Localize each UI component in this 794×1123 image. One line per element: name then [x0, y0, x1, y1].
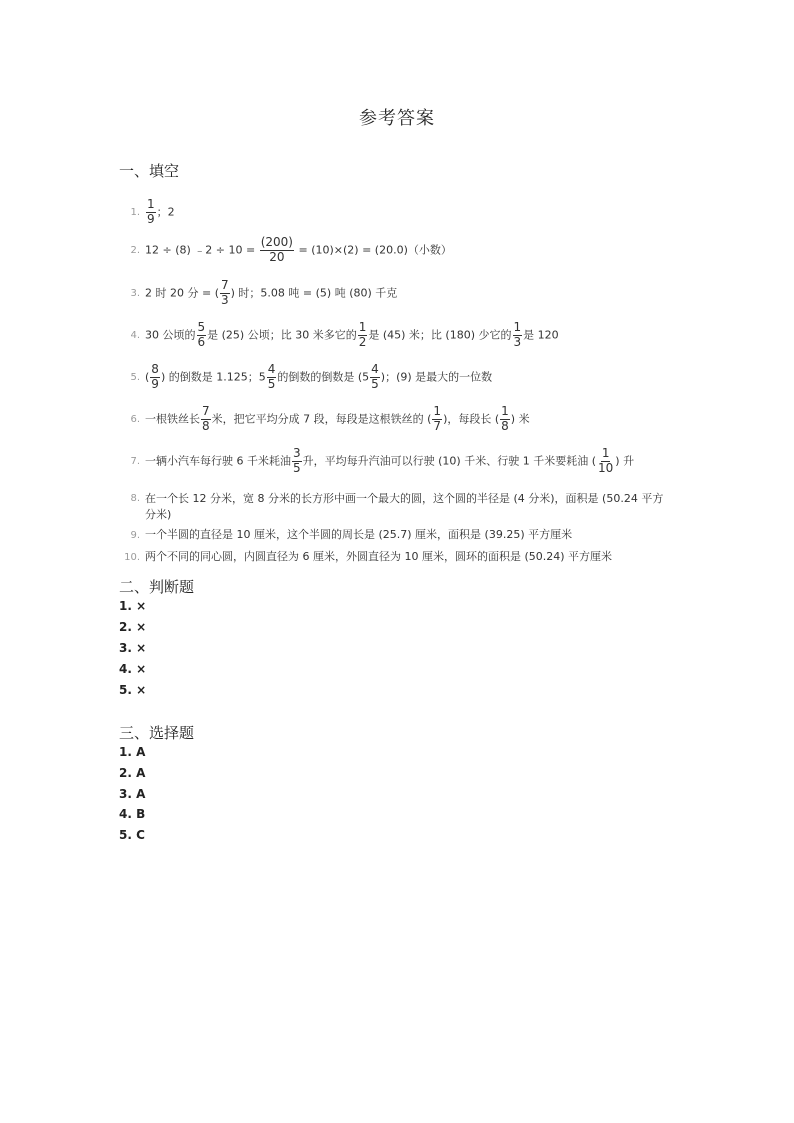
- judge-answer-5: 5. ×: [119, 683, 147, 697]
- fill-item-1: [119, 198, 679, 227]
- page-title: 参考答案: [359, 108, 435, 129]
- choice-answer-1: 1. A: [119, 745, 146, 759]
- item-body: [145, 447, 679, 476]
- answer-text: 30 公顷的: [145, 328, 196, 342]
- item-number: 7.: [130, 455, 140, 467]
- fill-item-5: [119, 363, 679, 392]
- fraction: [146, 198, 156, 227]
- item-body: [145, 405, 679, 434]
- fraction: [292, 447, 302, 476]
- numerator: 1: [601, 446, 610, 460]
- item-number: 1.: [130, 206, 140, 218]
- choice-answer-4: 4. B: [119, 807, 146, 821]
- denominator: 9: [147, 211, 155, 226]
- fraction: [432, 405, 442, 434]
- item-body: [145, 236, 679, 265]
- answer-text: )；(9) 是最大的一位数: [380, 370, 493, 384]
- fraction: [201, 405, 211, 434]
- numerator: 1: [147, 197, 155, 211]
- numerator: 4: [267, 362, 276, 376]
- fraction: [197, 321, 207, 350]
- answer-text: 是 (45) 米；比 (180) 少它的: [368, 328, 512, 342]
- section-fill-heading: 一、填空: [119, 162, 180, 180]
- denominator: 6: [197, 334, 206, 349]
- denominator: 5: [293, 460, 301, 475]
- answer-text: ) 时；5.08 吨 = (5) 吨 (80) 千克: [230, 286, 398, 300]
- fill-item-10: [119, 549, 679, 565]
- fill-item-7: [119, 447, 679, 476]
- numerator: 7: [202, 404, 210, 418]
- judge-answer-3: 3. ×: [119, 641, 147, 655]
- numerator: 1: [513, 320, 522, 334]
- item-number: 10.: [124, 551, 140, 563]
- fraction: [150, 363, 160, 392]
- denominator: 9: [151, 376, 159, 391]
- fraction: [513, 321, 523, 350]
- item-number: 8.: [130, 493, 140, 504]
- fraction: [597, 447, 614, 476]
- answer-text: ；2: [156, 205, 175, 219]
- fill-item-6: [119, 405, 679, 434]
- denominator: 2: [358, 334, 367, 349]
- denominator: 20: [269, 249, 285, 264]
- item-number: 9.: [130, 529, 140, 541]
- denominator: 10: [598, 460, 614, 475]
- denominator: 7: [433, 418, 442, 433]
- numerator: 1: [433, 404, 442, 418]
- item-body: 两个不同的同心圆，内圆直径为 6 厘米，外圆直径为 10 厘米，圆环的面积是 (50.24) 平方厘米: [145, 550, 613, 563]
- item-number: 5.: [130, 371, 140, 383]
- answer-text: ) 米: [510, 412, 530, 426]
- numerator: 7: [221, 278, 229, 292]
- answer-text: )，每段长 (: [443, 412, 500, 426]
- item-number: 4.: [130, 329, 140, 341]
- item-body: 一个半圆的直径是 10 厘米，这个半圆的周长是 (25.7) 厘米，面积是 (39.25) 平方厘米: [145, 528, 573, 541]
- numerator: 3: [293, 446, 301, 460]
- item-number: 3.: [130, 287, 140, 299]
- section-choice-heading: 三、选择题: [119, 724, 195, 742]
- section-judge-heading: 二、判断题: [119, 578, 195, 596]
- answer-text: 一辆小汽车每行驶 6 千米耗油: [145, 454, 291, 468]
- choice-answer-3: 3. A: [119, 787, 146, 801]
- fraction: [267, 363, 277, 392]
- item-body: 在一个长 12 分米，宽 8 分米的长方形中画一个最大的圆，这个圆的半径是 (4 分米)，面积是 (50.24 平方分米): [145, 492, 664, 521]
- choice-answer-2: 2. A: [119, 766, 146, 780]
- fraction: [370, 363, 380, 392]
- denominator: 5: [267, 376, 276, 391]
- fraction: [358, 321, 368, 350]
- choice-answer-5: 5. C: [119, 828, 145, 842]
- fill-item-8: [119, 491, 664, 523]
- numerator: 1: [358, 320, 367, 334]
- answer-text: 2 时 20 分 = (: [145, 286, 219, 300]
- fraction: [500, 405, 510, 434]
- denominator: 8: [202, 418, 210, 433]
- fill-item-9: [119, 527, 679, 543]
- numerator: 4: [371, 362, 379, 376]
- answer-text: 是 120: [523, 328, 559, 342]
- denominator: 3: [513, 334, 522, 349]
- judge-answer-1: 1. ×: [119, 599, 147, 613]
- fraction: [260, 236, 294, 265]
- item-body: [145, 198, 679, 227]
- item-body: [145, 321, 679, 350]
- denominator: 8: [501, 418, 509, 433]
- answer-text: 的倒数的倒数是 (5: [277, 370, 370, 384]
- denominator: 5: [371, 376, 379, 391]
- answer-text: 一根铁丝长: [145, 412, 200, 426]
- item-body: [145, 363, 679, 392]
- item-body: [145, 279, 679, 308]
- answer-text: ) 升: [615, 454, 635, 468]
- answer-text: (: [145, 370, 150, 384]
- denominator: 3: [221, 292, 229, 307]
- item-number: 2.: [130, 244, 140, 256]
- fill-item-3: [119, 279, 679, 308]
- numerator: 5: [197, 320, 206, 334]
- answer-text: = (10)×(2) = (20.0)（小数）: [294, 243, 452, 257]
- numerator: 8: [151, 362, 159, 376]
- answer-text: ) 的倒数是 1.125；5: [160, 370, 266, 384]
- answer-text: 12 ÷ (8) ﹣2 ÷ 10 =: [145, 243, 259, 257]
- numerator: 1: [501, 404, 509, 418]
- answer-text: 米，把它平均分成 7 段，每段是这根铁丝的 (: [211, 412, 432, 426]
- numerator: (200): [260, 235, 293, 249]
- fill-item-4: [119, 321, 679, 350]
- judge-answer-4: 4. ×: [119, 662, 147, 676]
- fill-item-2: [119, 236, 679, 265]
- answer-text: 升，平均每升汽油可以行驶 (10) 千米、行驶 1 千米要耗油 (: [302, 454, 596, 468]
- item-number: 6.: [130, 413, 140, 425]
- judge-answer-2: 2. ×: [119, 620, 147, 634]
- answer-text: 是 (25) 公顷；比 30 米多它的: [207, 328, 357, 342]
- fraction: [220, 279, 230, 308]
